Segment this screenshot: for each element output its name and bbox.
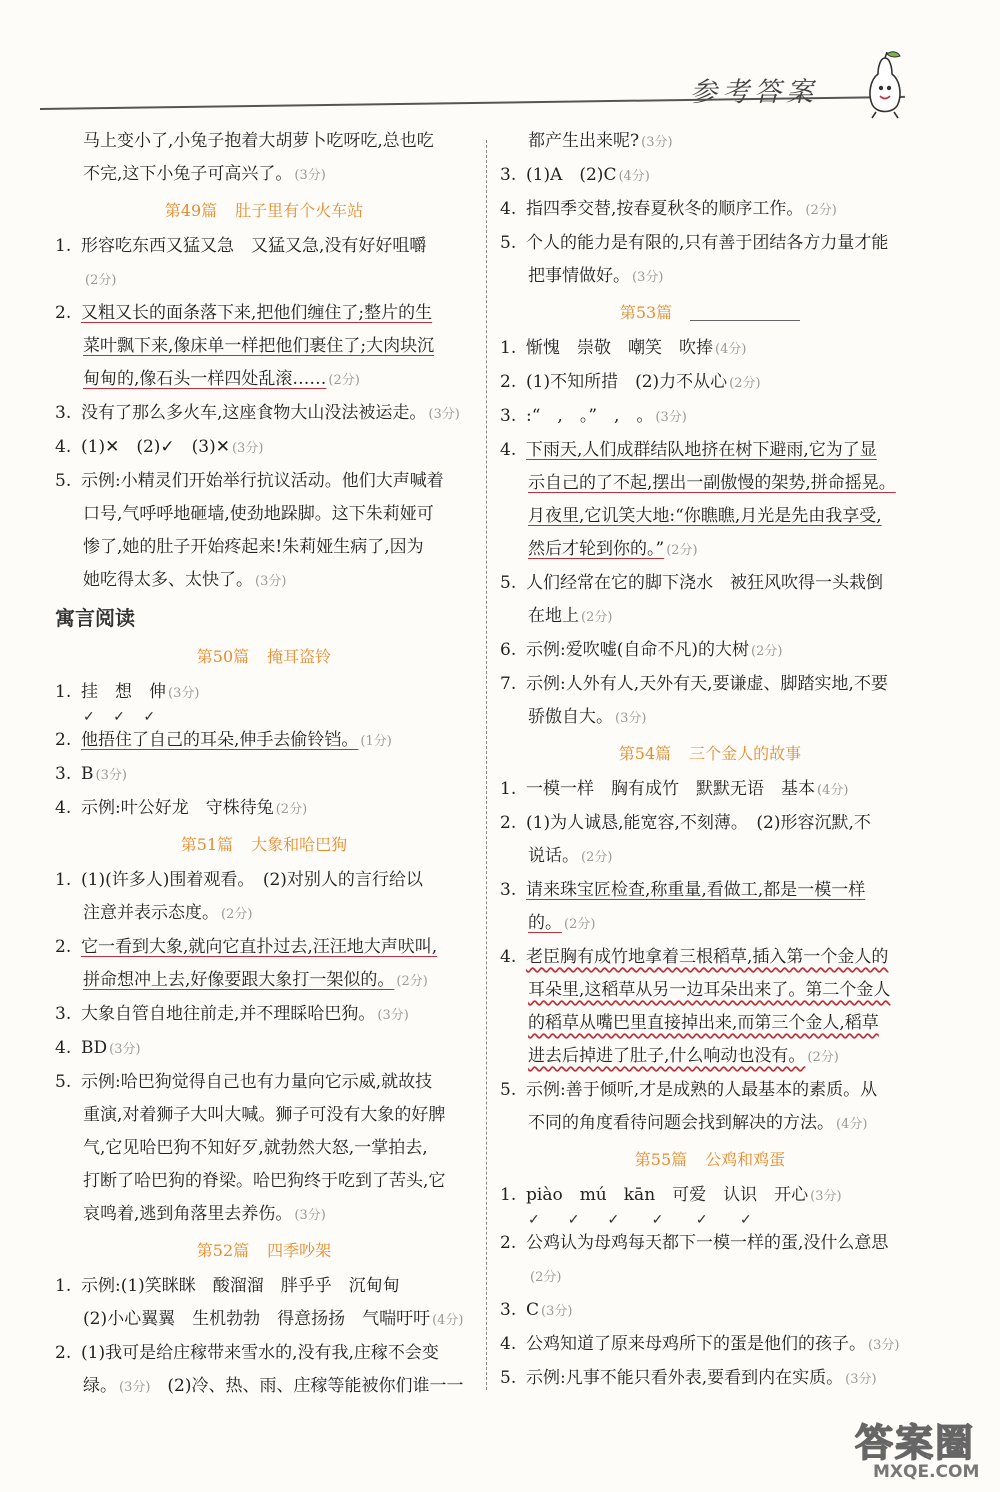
answer-line	[500, 260, 920, 294]
answer-text: 重演,对着狮子大叫大喊。狮子可没有大象的好脾	[83, 1105, 446, 1125]
answer-line	[55, 1165, 473, 1198]
question-line	[500, 332, 920, 366]
score-label: (3分)	[294, 168, 326, 183]
question-number: 4.	[500, 947, 517, 967]
question-line	[55, 397, 473, 431]
answer-text: 拼命想冲上去,好像要跟大象打一架似的。	[83, 970, 395, 990]
score-label: (4分)	[618, 169, 650, 184]
question-number: 5.	[500, 573, 517, 593]
score-label: (3分)	[231, 441, 264, 456]
article-number: 第49篇	[164, 201, 218, 220]
question-number: 5.	[55, 1072, 72, 1092]
question-line	[500, 807, 920, 840]
header-title: 参考答案	[690, 77, 818, 108]
answer-text: 都产生出来呢?	[528, 131, 640, 151]
question-number: 1.	[55, 1276, 72, 1296]
answer-text: 她吃得太多、太快了。	[83, 570, 253, 590]
question-line	[500, 434, 920, 467]
answer-text: 的。	[528, 913, 562, 933]
answer-text: 的稻草从嘴巴里直接掉出来,而第三个金人,稻草	[528, 1013, 879, 1033]
answer-text: 示自己的了不起,摆出一副傲慢的架势,拼命摇晃。	[528, 473, 896, 493]
article-heading	[55, 826, 473, 864]
answer-text: 公鸡知道了原来母鸡所下的蛋是他们的孩子。	[526, 1334, 866, 1354]
answer-text: (2)冷、热、雨、庄稼等能被你们谁一一	[150, 1376, 464, 1396]
score-label: (2分)	[85, 273, 117, 288]
question-number: 3.	[500, 165, 517, 185]
answer-line	[55, 897, 473, 931]
score-label: (3分)	[428, 407, 460, 422]
watermark-logo: 答案圈	[855, 1421, 976, 1465]
answer-text: 个人的能力是有限的,只有善于团结各方力量才能	[526, 233, 889, 253]
answer-text: (1)(许多人)围着观看。 (2)对别人的言行给以	[81, 870, 423, 890]
answer-text: 他捂住了自己的耳朵,伸手去偷铃铛。	[81, 730, 359, 750]
answer-line	[55, 964, 473, 998]
article-title: 大象和哈巴狗	[251, 835, 348, 854]
article-title: 肚子里有个火车站	[235, 201, 364, 220]
score-label: (3分)	[377, 1008, 409, 1023]
answer-text: piào mú kān 可爱 认识 开心	[526, 1185, 809, 1205]
question-number: 4.	[55, 1038, 72, 1058]
answer-line	[500, 1040, 920, 1074]
score-label: (2分)	[581, 850, 613, 865]
score-label: (3分)	[632, 270, 664, 285]
question-line	[500, 159, 920, 193]
score-label: (3分)	[168, 686, 200, 701]
answer-line	[55, 330, 473, 363]
question-number: 3.	[500, 406, 517, 426]
question-number: 7.	[500, 674, 517, 694]
question-number: 6.	[500, 640, 517, 660]
question-number: 1.	[55, 236, 72, 256]
question-line	[55, 431, 473, 465]
answer-text: 打断了哈巴狗的脊梁。哈巴狗终于吃到了苦头,它	[83, 1171, 446, 1191]
answer-line	[55, 263, 473, 297]
score-label: (4分)	[817, 783, 849, 798]
answer-text: 菜叶飘下来,像床单一样把他们裹住了;大肉块沉	[83, 336, 435, 356]
score-label: (3分)	[641, 135, 673, 150]
answer-text: 一模一样 胸有成竹 默默无语 基本	[526, 779, 815, 799]
answer-text: 进去后掉进了肚子,什么响动也没有。	[528, 1046, 806, 1066]
answer-line	[55, 1099, 473, 1132]
answer-text: 惨了,她的肚子开始疼起来!朱莉娅生病了,因为	[83, 537, 424, 557]
score-label: (2分)	[729, 376, 761, 391]
question-line	[500, 366, 920, 400]
answer-text: 马上变小了,小兔子抱着大胡萝卜吃呀吃,总也吃	[83, 131, 434, 151]
answer-text: (1)不知所措 (2)力不从心	[526, 372, 728, 392]
pear-mascot-icon	[860, 50, 910, 120]
answer-text: 示例:(1)笑眯眯 酸溜溜 胖乎乎 沉甸甸	[81, 1276, 400, 1296]
question-line	[55, 465, 473, 498]
answer-line	[500, 500, 920, 533]
article-heading	[500, 1141, 920, 1179]
score-label: (2分)	[275, 802, 308, 817]
answer-text: 形容吃东西又猛又急 又猛又急,没有好好咀嚼	[81, 236, 427, 256]
question-number: 2.	[55, 303, 72, 323]
score-label: (3分)	[119, 1380, 151, 1395]
question-number: 5.	[500, 1080, 517, 1100]
question-line	[500, 400, 920, 434]
question-line	[55, 931, 473, 964]
question-number: 4.	[500, 440, 517, 460]
score-label: (2分)	[805, 203, 837, 218]
answer-text: 它一看到大象,就向它直扑过去,汪汪地大声吠叫,	[81, 937, 438, 957]
question-line	[500, 941, 920, 974]
question-line	[55, 1270, 473, 1303]
article-title: 四季吵架	[267, 1241, 332, 1260]
question-number: 3.	[500, 1300, 517, 1320]
answer-text: :“ , 。” , 。	[526, 406, 654, 426]
answer-line	[55, 125, 473, 158]
answer-text: 耳朵里,这稻草从另一边耳朵出来了。第二个金人	[528, 980, 891, 1000]
answer-text: 示例:小精灵们开始举行抗议活动。他们大声喊着	[81, 471, 444, 491]
section-title: 寓言阅读	[55, 606, 135, 630]
answer-text: (1)✕ (2)✓ (3)✕	[81, 437, 230, 457]
question-line	[500, 1328, 920, 1362]
question-number: 4.	[500, 1334, 517, 1354]
answer-line	[500, 907, 920, 941]
question-number: 1.	[500, 338, 517, 358]
question-line	[55, 230, 473, 263]
score-label: (3分)	[868, 1338, 900, 1353]
answer-text: 示例:爱吹嘘(自命不凡)的大树	[526, 640, 749, 660]
tick-marks: ✓ ✓ ✓ ✓ ✓ ✓	[528, 1212, 752, 1228]
answer-line	[500, 600, 920, 634]
question-number: 4.	[500, 199, 517, 219]
answer-text: 请来珠宝匠检查,称重量,看做工,都是一模一样	[526, 880, 866, 900]
question-number: 2.	[500, 372, 517, 392]
question-line	[55, 792, 473, 826]
answer-line	[55, 363, 473, 397]
tick-marks: ✓ ✓ ✓	[83, 709, 156, 725]
article-title: 掩耳盗铃	[267, 647, 332, 666]
question-number: 2.	[55, 1343, 72, 1363]
question-number: 2.	[55, 730, 72, 750]
answer-text: 在地上	[528, 606, 579, 626]
question-number: 3.	[55, 764, 72, 784]
question-number: 2.	[500, 813, 517, 833]
answer-text: 惭愧 崇敬 嘲笑 吹捧	[526, 338, 713, 358]
score-label: (2分)	[751, 644, 783, 659]
answer-text: 人们经常在它的脚下浇水 被狂风吹得一头栽倒	[526, 573, 883, 593]
answer-text: 绿。	[83, 1376, 117, 1396]
answer-text: (1)我可是给庄稼带来雪水的,没有我,庄稼不会变	[81, 1343, 439, 1363]
score-label: (2分)	[530, 1270, 562, 1285]
score-label: (3分)	[541, 1304, 573, 1319]
score-label: (3分)	[294, 1208, 326, 1223]
answer-text: 大象自管自地往前走,并不理睬哈巴狗。	[81, 1004, 376, 1024]
question-number: 5.	[500, 233, 517, 253]
answer-text: 又粗又长的面条落下来,把他们缠住了;整片的生	[81, 303, 433, 323]
question-number: 4.	[55, 437, 72, 457]
title-blank	[690, 306, 800, 321]
score-label: (4分)	[836, 1117, 868, 1132]
answer-line	[500, 701, 920, 735]
question-line	[500, 567, 920, 600]
article-heading	[55, 192, 473, 230]
question-line	[500, 1074, 920, 1107]
answer-text: 不完,这下小兔子可高兴了。	[83, 164, 293, 184]
score-label: (3分)	[810, 1189, 842, 1204]
score-label: (4分)	[432, 1313, 464, 1328]
answer-line	[55, 1132, 473, 1165]
answer-text: 气,它见哈巴狗不知好歹,就勃然大怒,一掌拍去,	[83, 1138, 428, 1158]
answer-text: (1)A (2)C	[526, 165, 617, 185]
column-divider	[486, 140, 487, 1390]
answer-line	[55, 498, 473, 531]
answer-text: 然后才轮到你的。”	[528, 539, 665, 559]
question-line	[500, 634, 920, 668]
question-number: 3.	[55, 403, 72, 423]
question-line	[55, 998, 473, 1032]
article-number: 第55篇	[634, 1150, 688, 1169]
score-label: (2分)	[807, 1050, 839, 1065]
answer-text: 没有了那么多火车,这座食物大山没法被运走。	[81, 403, 427, 423]
answer-text: 说话。	[528, 846, 579, 866]
question-number: 1.	[500, 779, 517, 799]
score-label: (3分)	[655, 410, 687, 425]
score-label: (2分)	[666, 543, 698, 558]
question-number: 5.	[55, 471, 72, 491]
answer-line	[55, 531, 473, 564]
answer-text: 甸甸的,像石头一样四处乱滚……	[83, 369, 327, 389]
answer-text: C	[526, 1300, 540, 1320]
question-number: 2.	[500, 1233, 517, 1253]
question-line	[55, 758, 473, 792]
answer-line	[500, 125, 920, 159]
question-line	[500, 874, 920, 907]
score-label: (2分)	[328, 373, 360, 388]
answer-line	[500, 1107, 920, 1141]
answer-line	[500, 840, 920, 874]
answer-text: 骄傲自大。	[528, 707, 613, 727]
question-number: 2.	[55, 937, 72, 957]
question-line	[55, 297, 473, 330]
answer-text: 把事情做好。	[528, 266, 630, 286]
question-line	[55, 724, 473, 758]
answer-line	[500, 533, 920, 567]
score-label: (2分)	[564, 917, 596, 932]
answer-line	[55, 1303, 473, 1337]
answer-text: 示例:善于倾听,才是成熟的人最基本的素质。从	[526, 1080, 878, 1100]
answer-text: 公鸡认为母鸡每天都下一模一样的蛋,没什么意思	[526, 1233, 889, 1253]
answer-line	[55, 158, 473, 192]
answer-text: 示例:叶公好龙 守株待兔	[81, 798, 274, 818]
answer-line	[55, 1198, 473, 1232]
answer-text: 下雨天,人们成群结队地挤在树下避雨,它为了显	[526, 440, 877, 460]
article-heading	[55, 1232, 473, 1270]
score-label: (1分)	[360, 734, 392, 749]
answer-text: 老臣胸有成竹地拿着三根稻草,插入第一个金人的	[526, 947, 889, 967]
question-line	[500, 227, 920, 260]
question-number: 1.	[500, 1185, 517, 1205]
question-number: 3.	[500, 880, 517, 900]
score-label: (4分)	[715, 342, 747, 357]
question-line	[55, 1032, 473, 1066]
left-column	[55, 125, 473, 1404]
article-heading	[55, 638, 473, 676]
question-number: 1.	[55, 682, 72, 702]
question-line	[55, 676, 473, 710]
score-label: (2分)	[221, 907, 253, 922]
watermark-url: MXQE.COM	[873, 1462, 980, 1482]
question-line	[55, 1337, 473, 1370]
question-line	[55, 864, 473, 897]
article-number: 第53篇	[619, 303, 673, 322]
answer-line	[500, 1007, 920, 1040]
score-label: (3分)	[95, 768, 127, 783]
answer-text: 口号,气呼呼地砸墙,使劲地跺脚。这下朱莉娅可	[83, 504, 434, 524]
question-line	[55, 1066, 473, 1099]
score-label: (3分)	[845, 1372, 877, 1387]
question-number: 5.	[500, 1368, 517, 1388]
question-number: 3.	[55, 1004, 72, 1024]
article-heading	[500, 735, 920, 773]
answer-line	[500, 1260, 920, 1294]
answer-text: 示例:哈巴狗觉得自己也有力量向它示威,就故技	[81, 1072, 433, 1092]
score-label: (3分)	[109, 1042, 141, 1057]
question-line	[500, 1227, 920, 1260]
score-label: (2分)	[581, 610, 613, 625]
question-line	[500, 668, 920, 701]
answer-text: 示例:凡事不能只看外表,要看到内在实质。	[526, 1368, 844, 1388]
article-number: 第50篇	[196, 647, 250, 666]
answer-text: BD	[81, 1038, 108, 1058]
question-number: 4.	[55, 798, 72, 818]
question-line	[500, 773, 920, 807]
answer-text: 不同的角度看待问题会找到解决的方法。	[528, 1113, 834, 1133]
question-line	[500, 1179, 920, 1213]
article-number: 第51篇	[180, 835, 234, 854]
answer-line	[55, 1370, 473, 1404]
answer-text: B	[81, 764, 94, 784]
answer-line	[500, 467, 920, 500]
question-line	[500, 193, 920, 227]
answer-text: 注意并表示态度。	[83, 903, 219, 923]
answer-line	[500, 974, 920, 1007]
answer-text: 哀鸣着,逃到角落里去养伤。	[83, 1204, 293, 1224]
answer-text: 月夜里,它讥笑大地:“你瞧瞧,月光是先由我享受,	[528, 506, 882, 526]
question-line	[500, 1362, 920, 1396]
answer-text: (1)为人诚恳,能宽容,不刻薄。 (2)形容沉默,不	[526, 813, 871, 833]
answer-text: 示例:人外有人,天外有天,要谦虚、脚踏实地,不要	[526, 674, 888, 694]
article-number: 第52篇	[196, 1241, 250, 1260]
answer-text: 挂 想 伸	[81, 682, 166, 702]
article-title: 公鸡和鸡蛋	[705, 1150, 786, 1169]
right-column	[500, 125, 920, 1396]
question-line	[500, 1294, 920, 1328]
question-number: 1.	[55, 870, 72, 890]
article-heading	[500, 294, 920, 332]
score-label: (3分)	[255, 574, 287, 589]
score-label: (2分)	[396, 974, 428, 989]
score-label: (3分)	[615, 711, 647, 726]
article-number: 第54篇	[618, 744, 672, 763]
answer-line	[55, 564, 473, 598]
answer-text: 指四季交替,按春夏秋冬的顺序工作。	[526, 199, 804, 219]
article-title: 三个金人的故事	[689, 744, 802, 763]
answer-text: (2)小心翼翼 生机勃勃 得意扬扬 气喘吁吁	[83, 1309, 431, 1329]
